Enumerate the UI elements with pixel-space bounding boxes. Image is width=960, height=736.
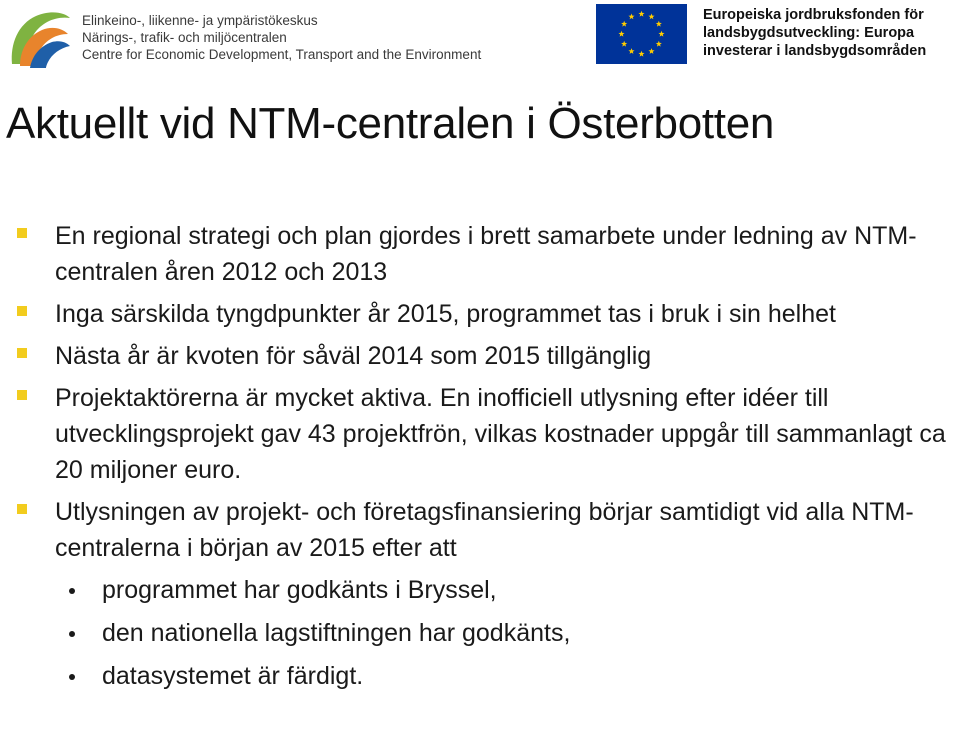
bullet-item bbox=[0, 380, 960, 488]
eu-flag-icon bbox=[596, 4, 687, 64]
sub-bullet-text: den nationella lagstiftningen har godkänts, bbox=[102, 619, 571, 647]
bullet-item bbox=[0, 338, 960, 374]
ely-line-sv: Närings-, trafik- och miljöcentralen bbox=[82, 30, 287, 45]
ely-line-fi: Elinkeino-, liikenne- ja ympäristökeskus bbox=[82, 13, 318, 28]
bullet-text: En regional strategi och plan gjordes i brett samarbete under ledning av NTM-centralen åren 2012 och 2013 bbox=[55, 222, 917, 286]
ely-logo-icon bbox=[6, 4, 72, 70]
page-title: Aktuellt vid NTM-centralen i Österbotten bbox=[6, 99, 775, 148]
bullet-list bbox=[0, 218, 960, 701]
bullet-text: Projektaktörerna är mycket aktiva. En inofficiell utlysning efter idéer till utvecklingsprojekt gav 43 projektfrön, vilkas kostnader uppgår till sammanlagt ca 20 miljoner euro. bbox=[55, 384, 946, 484]
bullet-item bbox=[0, 494, 960, 566]
dot-bullet-icon bbox=[69, 674, 75, 680]
bullet-item bbox=[0, 296, 960, 332]
square-bullet-icon bbox=[17, 348, 27, 358]
bullet-text: Utlysningen av projekt- och företagsfinansiering börjar samtidigt vid alla NTM-centralerna i början av 2015 efter att bbox=[55, 498, 914, 562]
sub-bullet-text: datasystemet är färdigt. bbox=[102, 662, 364, 690]
ely-line-en: Centre for Economic Development, Transport and the Environment bbox=[82, 47, 482, 62]
sub-bullet-item bbox=[0, 615, 960, 651]
square-bullet-icon bbox=[17, 306, 27, 316]
sub-bullet-item bbox=[0, 658, 960, 694]
sub-bullet-text: programmet har godkänts i Bryssel, bbox=[102, 576, 497, 604]
square-bullet-icon bbox=[17, 228, 27, 238]
dot-bullet-icon bbox=[69, 588, 75, 594]
dot-bullet-icon bbox=[69, 631, 75, 637]
square-bullet-icon bbox=[17, 504, 27, 514]
sub-bullet-item bbox=[0, 572, 960, 608]
bullet-item bbox=[0, 218, 960, 290]
square-bullet-icon bbox=[17, 390, 27, 400]
eu-fund-text bbox=[703, 6, 926, 60]
bullet-text: Nästa år är kvoten för såväl 2014 som 2015 tillgänglig bbox=[55, 342, 652, 370]
eu-line-3: investerar i landsbygdsområden bbox=[703, 43, 927, 59]
ely-org-name bbox=[82, 12, 481, 63]
bullet-text: Inga särskilda tyngdpunkter år 2015, programmet tas i bruk i sin helhet bbox=[55, 300, 836, 328]
header bbox=[0, 0, 960, 74]
eu-line-1: Europeiska jordbruksfonden för bbox=[703, 7, 924, 23]
eu-line-2: landsbygdsutveckling: Europa bbox=[703, 25, 915, 41]
